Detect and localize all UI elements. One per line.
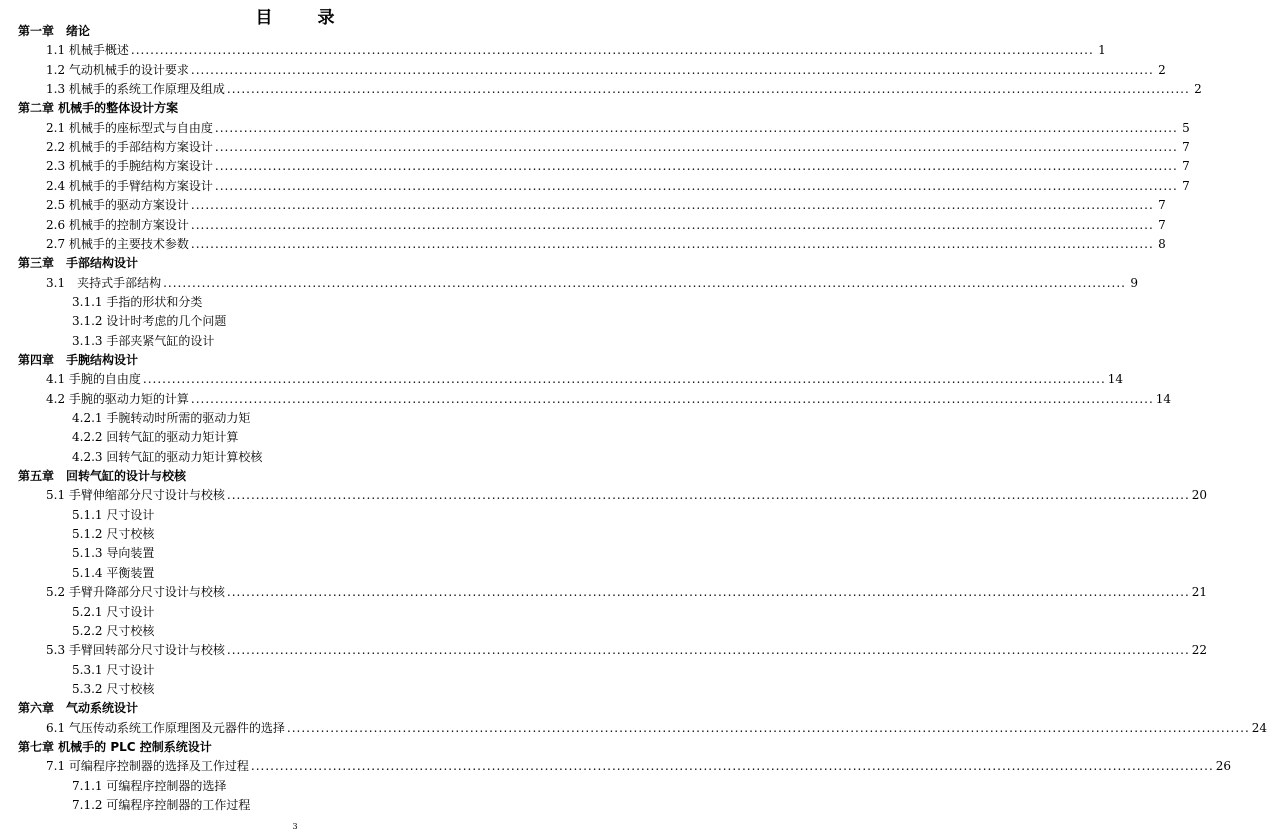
toc-subsection-row[interactable] (72, 312, 572, 331)
toc-entry-label: 6.1 气压传动系统工作原理图及元器件的选择 (46, 720, 285, 735)
toc-subsection-row[interactable] (72, 506, 572, 525)
toc-page-number: 1 (1098, 43, 1106, 58)
toc-entry-label: 4.2.2 回转气缸的驱动力矩计算 (72, 430, 239, 445)
toc-subsection-row[interactable] (72, 680, 572, 699)
toc-entry-label: 2.7 机械手的主要技术参数 (46, 236, 189, 251)
toc-page-number: 22 (1191, 643, 1208, 658)
toc-subsection-row[interactable] (72, 796, 572, 815)
toc-entry-label: 第六章 气动系统设计 (18, 701, 139, 716)
toc-entry-label: 第七章 机械手的 PLC 控制系统设计 (18, 739, 212, 754)
toc-page-number: 14 (1107, 372, 1124, 387)
toc-page-number: 9 (1130, 275, 1138, 290)
toc-entry-label: 5.1.3 导向装置 (72, 546, 155, 561)
toc-section-row[interactable] (46, 370, 1124, 389)
toc-entry-label: 5.2.2 尺寸校核 (72, 623, 155, 638)
toc-section-row[interactable] (46, 486, 1208, 505)
toc-section-row[interactable] (46, 177, 1190, 196)
toc-entry-label: 4.2 手腕的驱动力矩的计算 (46, 391, 189, 406)
toc-section-row[interactable] (46, 61, 1166, 80)
toc-chapter-row[interactable] (18, 738, 572, 757)
toc-dot-leader: ........................................................................................................................................................................................................ (226, 585, 1190, 600)
toc-dot-leader: ........................................................................................................................................................................................................ (250, 759, 1214, 774)
toc-dot-leader: ........................................................................................................................................................................................................ (130, 43, 1094, 58)
toc-section-row[interactable] (46, 138, 1190, 157)
toc-page-number: 24 (1251, 720, 1267, 735)
toc-page-number: 7 (1182, 140, 1190, 155)
toc-subsection-row[interactable] (72, 428, 572, 447)
toc-dot-leader: ........................................................................................................................................................................................................ (214, 120, 1178, 135)
toc-dot-leader: ........................................................................................................................................................................................................ (214, 140, 1178, 155)
toc-page-number: 20 (1191, 488, 1208, 503)
toc-subsection-row[interactable] (72, 777, 572, 796)
toc-subsection-row[interactable] (72, 564, 572, 583)
toc-entry-label: 4.1 手腕的自由度 (46, 372, 141, 387)
toc-entry-label: 3.1.2 设计时考虑的几个问题 (72, 314, 227, 329)
toc-entry-label: 3.1.1 手指的形状和分类 (72, 294, 203, 309)
toc-entry-label: 7.1.1 可编程序控制器的选择 (72, 778, 227, 793)
toc-section-row[interactable] (46, 80, 1202, 99)
toc-section-row[interactable] (46, 274, 1138, 293)
toc-page-number: 14 (1155, 391, 1172, 406)
toc-dot-leader: ........................................................................................................................................................................................................ (214, 159, 1178, 174)
toc-entry-label: 2.3 机械手的手腕结构方案设计 (46, 159, 213, 174)
toc-subsection-row[interactable] (72, 409, 572, 428)
toc-entry-label: 7.1.2 可编程序控制器的工作过程 (72, 798, 251, 812)
toc-dot-leader: ........................................................................................................................................................................................................ (286, 720, 1250, 735)
toc-entry-label: 5.3.2 尺寸校核 (72, 681, 155, 696)
toc-entry-label: 第一章 绪论 (18, 24, 91, 38)
toc-entry-label: 2.2 机械手的手部结构方案设计 (46, 140, 213, 155)
toc-subsection-row[interactable] (72, 622, 572, 641)
toc-entry-label: 第三章 手部结构设计 (18, 256, 139, 271)
toc-entry-label: 5.1 手臂伸缩部分尺寸设计与校核 (46, 488, 225, 503)
toc-page-number: 2 (1158, 62, 1166, 77)
toc-entry-label: 2.5 机械手的驱动方案设计 (46, 198, 189, 213)
toc-chapter-row[interactable] (18, 99, 572, 118)
toc-section-row[interactable] (46, 757, 1232, 776)
toc-chapter-row[interactable] (18, 254, 572, 273)
toc-entry-label: 5.1.4 平衡装置 (72, 565, 155, 580)
toc-dot-leader: ........................................................................................................................................................................................................ (226, 488, 1190, 503)
toc-dot-leader: ........................................................................................................................................................................................................ (190, 62, 1154, 77)
toc-section-row[interactable] (46, 216, 1166, 235)
toc-subsection-row[interactable] (72, 544, 572, 563)
toc-entry-label: 第五章 回转气缸的设计与校核 (18, 469, 187, 484)
toc-page-number: 8 (1158, 236, 1166, 251)
toc-section-row[interactable] (46, 390, 1172, 409)
toc-entry-label: 7.1 可编程序控制器的选择及工作过程 (46, 759, 249, 774)
toc-subsection-row[interactable] (72, 603, 572, 622)
toc-entry-label: 1.1 机械手概述 (46, 43, 129, 58)
toc-entry-label: 5.1.2 尺寸校核 (72, 527, 155, 542)
toc-section-row[interactable] (46, 235, 1166, 254)
toc-dot-leader: ........................................................................................................................................................................................................ (142, 372, 1106, 387)
toc-page-number: 26 (1215, 759, 1232, 774)
toc-dot-leader: ........................................................................................................................................................................................................ (190, 391, 1154, 406)
toc-page-number: 21 (1191, 585, 1208, 600)
toc-entry-label: 2.1 机械手的座标型式与自由度 (46, 120, 213, 135)
toc-chapter-row[interactable] (18, 467, 572, 486)
toc-page-number: 7 (1158, 198, 1166, 213)
toc-section-row[interactable] (46, 641, 1208, 660)
toc-section-row[interactable] (46, 719, 1267, 738)
toc-entry-label: 1.2 气动机械手的设计要求 (46, 62, 189, 77)
toc-dot-leader: ........................................................................................................................................................................................................ (190, 217, 1154, 232)
toc-subsection-row[interactable] (72, 332, 572, 351)
toc-dot-leader: ........................................................................................................................................................................................................ (226, 643, 1190, 658)
toc-subsection-row[interactable] (72, 448, 572, 467)
toc-entry-label: 5.2.1 尺寸设计 (72, 604, 155, 619)
toc-section-row[interactable] (46, 196, 1166, 215)
toc-entry-label: 3.1 夹持式手部结构 (46, 275, 162, 290)
toc-entry-label: 4.2.1 手腕转动时所需的驱动力矩 (72, 411, 251, 425)
toc-entry-label: 4.2.3 回转气缸的驱动力矩计算校核 (72, 449, 263, 464)
toc-section-row[interactable] (46, 157, 1190, 176)
toc-entry-label: 5.2 手臂升降部分尺寸设计与校核 (46, 585, 225, 600)
toc-chapter-row[interactable] (18, 699, 572, 718)
toc-section-row[interactable] (46, 41, 1106, 60)
toc-chapter-row[interactable] (18, 22, 572, 41)
toc-subsection-row[interactable] (72, 661, 572, 680)
toc-dot-leader: ........................................................................................................................................................................................................ (190, 236, 1154, 251)
toc-page-number: 2 (1194, 82, 1202, 97)
toc-entry-label: 5.1.1 尺寸设计 (72, 507, 155, 522)
toc-dot-leader: ........................................................................................................................................................................................................ (214, 178, 1178, 193)
toc-chapter-row[interactable] (18, 351, 572, 370)
toc-entry-label: 5.3 手臂回转部分尺寸设计与校核 (46, 643, 225, 658)
toc-dot-leader: ........................................................................................................................................................................................................ (163, 275, 1126, 290)
toc-page-number: 7 (1182, 178, 1190, 193)
toc-entry-label: 第二章 机械手的整体设计方案 (18, 101, 179, 116)
toc-entry-label: 第四章 手腕结构设计 (18, 352, 139, 367)
toc-page-number: 7 (1158, 217, 1166, 232)
footer-page-number: 3 (292, 822, 298, 831)
toc-page-number: 5 (1182, 120, 1190, 135)
toc-entry-label: 5.3.1 尺寸设计 (72, 662, 155, 677)
toc-dot-leader: ........................................................................................................................................................................................................ (190, 198, 1154, 213)
toc-page-number: 7 (1182, 159, 1190, 174)
toc-section-row[interactable] (46, 119, 1190, 138)
toc-entry-label: 3.1.3 手部夹紧气缸的设计 (72, 333, 215, 348)
toc-subsection-row[interactable] (72, 293, 572, 312)
toc-entry-label: 1.3 机械手的系统工作原理及组成 (46, 82, 225, 97)
toc-entry-label: 2.4 机械手的手臂结构方案设计 (46, 178, 213, 193)
toc-entry-label: 2.6 机械手的控制方案设计 (46, 217, 189, 232)
toc-dot-leader: ........................................................................................................................................................................................................ (226, 82, 1190, 97)
toc-section-row[interactable] (46, 583, 1208, 602)
toc-subsection-row[interactable] (72, 525, 572, 544)
toc-title: 目 录 (255, 8, 349, 28)
